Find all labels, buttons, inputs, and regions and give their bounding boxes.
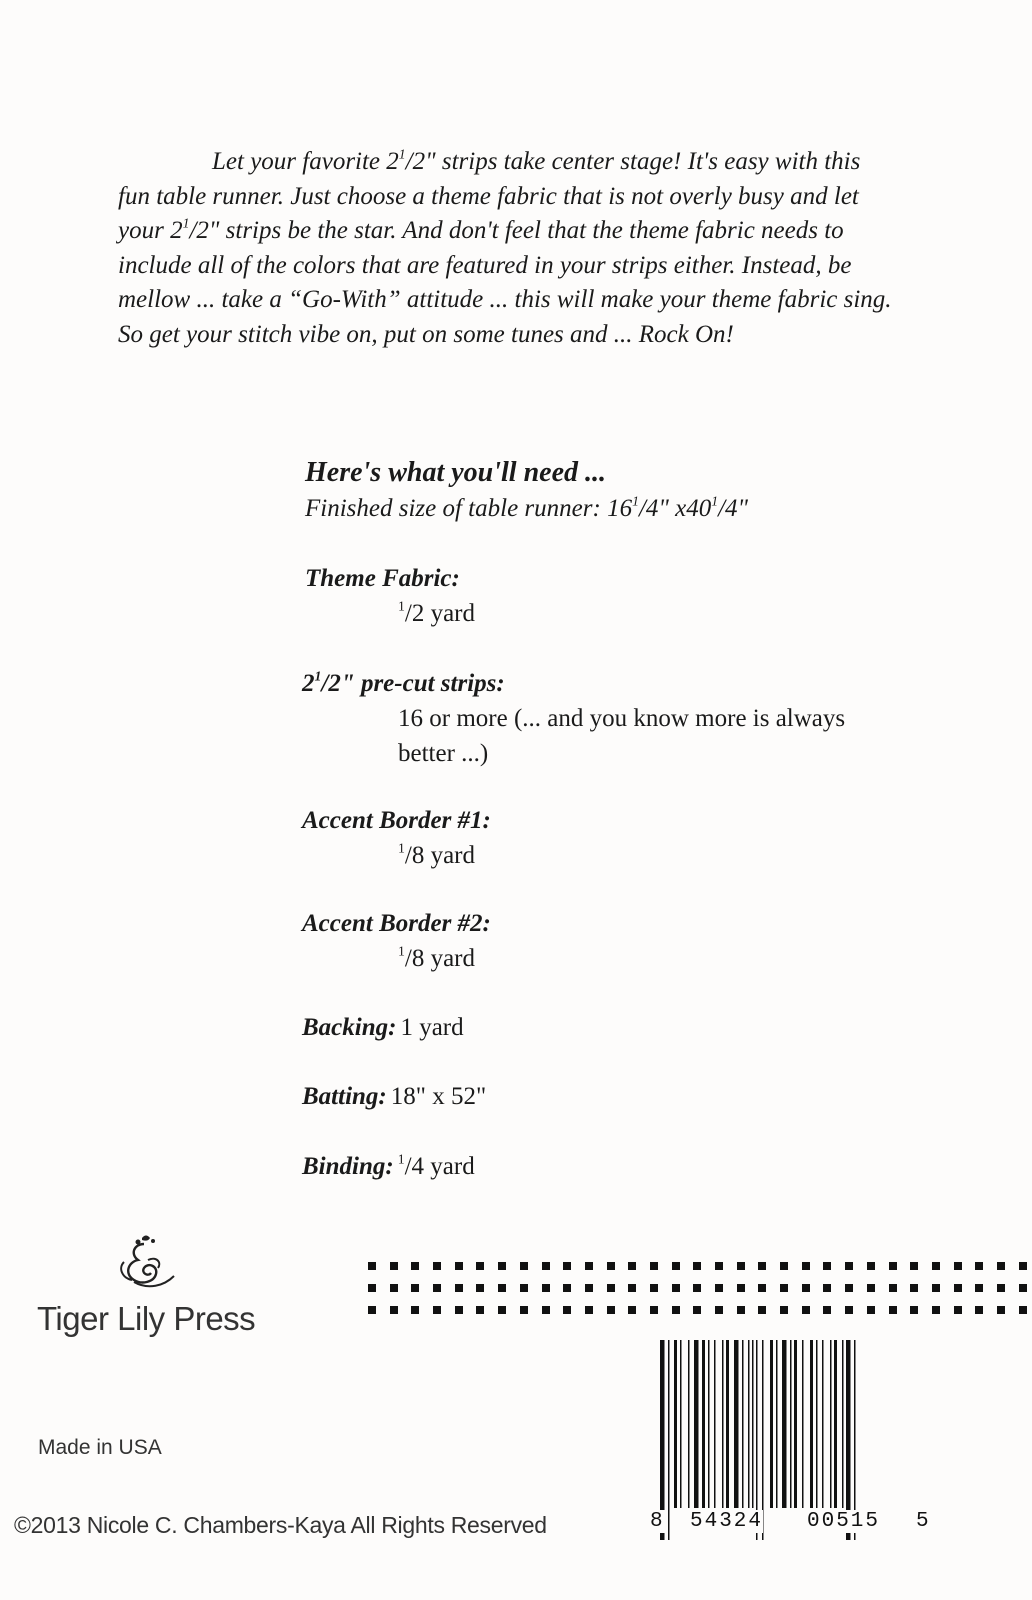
dot: [476, 1306, 484, 1314]
dot: [672, 1306, 680, 1314]
backing-value: 1 yard: [400, 1014, 464, 1041]
dot: [433, 1284, 441, 1292]
barcode-digit-first: 8: [650, 1510, 665, 1533]
dot: [997, 1284, 1005, 1292]
barcode-bar: [688, 1340, 690, 1508]
binding-label: Binding:: [302, 1153, 394, 1180]
dot: [498, 1284, 506, 1292]
dot: [542, 1306, 550, 1314]
dot: [975, 1284, 983, 1292]
copyright: ©2013 Nicole C. Chambers-Kaya All Rights Reserved: [14, 1512, 547, 1538]
dot: [889, 1284, 897, 1292]
dot: [889, 1306, 897, 1314]
barcode-bar: [770, 1340, 773, 1508]
dot: [607, 1262, 615, 1270]
dot: [737, 1284, 745, 1292]
dot: [520, 1306, 528, 1314]
dot: [1019, 1306, 1027, 1314]
dot: [737, 1262, 745, 1270]
barcode-bar: [776, 1340, 778, 1508]
dot: [932, 1306, 940, 1314]
barcode-bar: [752, 1340, 754, 1508]
dot: [954, 1306, 962, 1314]
dot: [476, 1284, 484, 1292]
dot: [628, 1284, 636, 1292]
accent-border-2-value: $^1$/8 yard: [398, 943, 475, 972]
barcode-bar: [722, 1340, 724, 1508]
dot: [780, 1284, 788, 1292]
dot: [932, 1262, 940, 1270]
needs-heading: Here's what you'll need ...: [305, 457, 606, 488]
dot: [390, 1262, 398, 1270]
barcode-bar: [708, 1340, 710, 1508]
dot: [932, 1284, 940, 1292]
dot: [455, 1262, 463, 1270]
dot: [433, 1306, 441, 1314]
dot: [867, 1262, 875, 1270]
intro-segment: Let your favorite 2: [212, 148, 399, 175]
intro-text: [118, 148, 892, 348]
barcode-bar: [748, 1340, 750, 1508]
batting-label: Batting:: [302, 1083, 387, 1110]
accent-border-1-label: Accent Border #1:: [302, 807, 491, 834]
made-in: Made in USA: [38, 1436, 162, 1459]
batting-row: [302, 1083, 486, 1111]
dot: [411, 1284, 419, 1292]
barcode-bar: [668, 1340, 670, 1540]
dot: [997, 1262, 1005, 1270]
dot: [737, 1306, 745, 1314]
dot: [997, 1306, 1005, 1314]
batting-value: 18" x 52": [390, 1083, 487, 1110]
theme-fabric-label: Theme Fabric:: [305, 565, 460, 592]
dot: [823, 1306, 831, 1314]
dot: [910, 1306, 918, 1314]
dot-row: [368, 1306, 1032, 1315]
intro-segment: 1: [182, 215, 190, 231]
accent-border-2-label: Accent Border #2:: [302, 910, 491, 937]
dot: [650, 1306, 658, 1314]
dot: [693, 1306, 701, 1314]
dot: [910, 1262, 918, 1270]
dot: [758, 1306, 766, 1314]
dot: [628, 1262, 636, 1270]
dot: [650, 1284, 658, 1292]
dot: [802, 1262, 810, 1270]
dot: [390, 1306, 398, 1314]
dot: [368, 1306, 376, 1314]
dot-row: [368, 1284, 1032, 1293]
dot: [867, 1284, 875, 1292]
dot: [607, 1284, 615, 1292]
dot: [650, 1262, 658, 1270]
barcode-bar: [802, 1340, 804, 1508]
dot: [368, 1262, 376, 1270]
dot: [585, 1284, 593, 1292]
barcode-bar: [694, 1340, 699, 1508]
dot: [455, 1284, 463, 1292]
theme-fabric-value: $^1$/2 yard: [398, 598, 475, 627]
dot: [780, 1306, 788, 1314]
dot: [390, 1284, 398, 1292]
dot: [433, 1262, 441, 1270]
dot: [672, 1262, 680, 1270]
barcode-digit-last: 5: [916, 1510, 931, 1533]
barcode-bar: [794, 1340, 797, 1508]
intro-segment: /2" strips be the star. And don't feel that the theme fabric needs to include all of the colors that are featured in your strips either. Instead, be mellow ... take a “Go-With” attitude ... this will make your theme fabric sing. So get your stitch vibe on, put on some tunes and ... Rock On!: [118, 217, 892, 348]
dot: [845, 1306, 853, 1314]
dot: [498, 1306, 506, 1314]
dot: [498, 1262, 506, 1270]
tiger-lily-logo-icon: [104, 1232, 184, 1292]
barcode-bar: [734, 1340, 739, 1508]
dot: [1019, 1262, 1027, 1270]
barcode-bar: [790, 1340, 792, 1508]
barcode-bar: [714, 1340, 716, 1508]
barcode-bar: [674, 1340, 677, 1508]
barcode-digits-left: 54324: [690, 1510, 764, 1533]
dot: [672, 1284, 680, 1292]
intro-segment: 1: [398, 146, 406, 162]
dot: [563, 1284, 571, 1292]
dot: [889, 1262, 897, 1270]
dot: [910, 1284, 918, 1292]
binding-value: $^1$/4 yard: [397, 1151, 475, 1180]
dot: [1019, 1284, 1027, 1292]
dot: [802, 1306, 810, 1314]
dot: [823, 1262, 831, 1270]
dot: [715, 1262, 723, 1270]
barcode-bar: [842, 1340, 844, 1508]
barcode-bar: [782, 1340, 787, 1508]
strips-value: 16 or more (... and you know more is always better ...): [398, 705, 846, 767]
dot: [975, 1306, 983, 1314]
dot: [867, 1306, 875, 1314]
dot: [954, 1284, 962, 1292]
barcode-bar: [834, 1340, 837, 1508]
dot: [563, 1262, 571, 1270]
dot: [954, 1262, 962, 1270]
dot: [845, 1284, 853, 1292]
dot: [715, 1284, 723, 1292]
dot: [628, 1306, 636, 1314]
intro-segment: /2" strips take center stage! It's easy with this fun table runner. Just choose a theme fabric that is not overly busy and let your 2: [118, 148, 861, 244]
brand-name: Tiger Lily Press: [37, 1300, 256, 1337]
dot: [411, 1306, 419, 1314]
barcode-bar: [702, 1340, 705, 1508]
barcode-bar: [830, 1340, 832, 1508]
dot: [563, 1306, 571, 1314]
barcode-bar: [742, 1340, 744, 1508]
dot: [542, 1284, 550, 1292]
dot-row: [368, 1262, 1032, 1271]
dot: [758, 1262, 766, 1270]
barcode-bar: [816, 1340, 818, 1508]
dot: [585, 1306, 593, 1314]
dot: [368, 1284, 376, 1292]
dot: [411, 1262, 419, 1270]
dot: [585, 1262, 593, 1270]
dot: [758, 1284, 766, 1292]
accent-border-1-value: $^1$/8 yard: [398, 840, 475, 869]
dot: [975, 1262, 983, 1270]
dot: [823, 1284, 831, 1292]
barcode-bar: [726, 1340, 729, 1508]
dot: [520, 1262, 528, 1270]
dot: [542, 1262, 550, 1270]
dot-pattern: [368, 1262, 1032, 1318]
barcode-bar: [680, 1340, 682, 1508]
strips-label: $2^1/2$" pre-cut strips:: [302, 668, 505, 697]
dot: [845, 1262, 853, 1270]
barcode-bar: [822, 1340, 824, 1508]
intro-paragraph: [118, 145, 898, 352]
barcode-digits-right: 00515: [807, 1510, 881, 1533]
dot: [455, 1306, 463, 1314]
finished-size: Finished size of table runner: $16^1/4$" $x40^1/4$": [305, 493, 749, 522]
dot: [780, 1262, 788, 1270]
dot: [802, 1284, 810, 1292]
backing-row: [302, 1014, 464, 1042]
dot: [693, 1284, 701, 1292]
barcode-bar: [810, 1340, 813, 1508]
dot: [607, 1306, 615, 1314]
dot: [520, 1284, 528, 1292]
backing-label: Backing:: [302, 1014, 397, 1041]
binding-row: [302, 1153, 475, 1181]
dot: [476, 1262, 484, 1270]
dot: [693, 1262, 701, 1270]
dot: [715, 1306, 723, 1314]
